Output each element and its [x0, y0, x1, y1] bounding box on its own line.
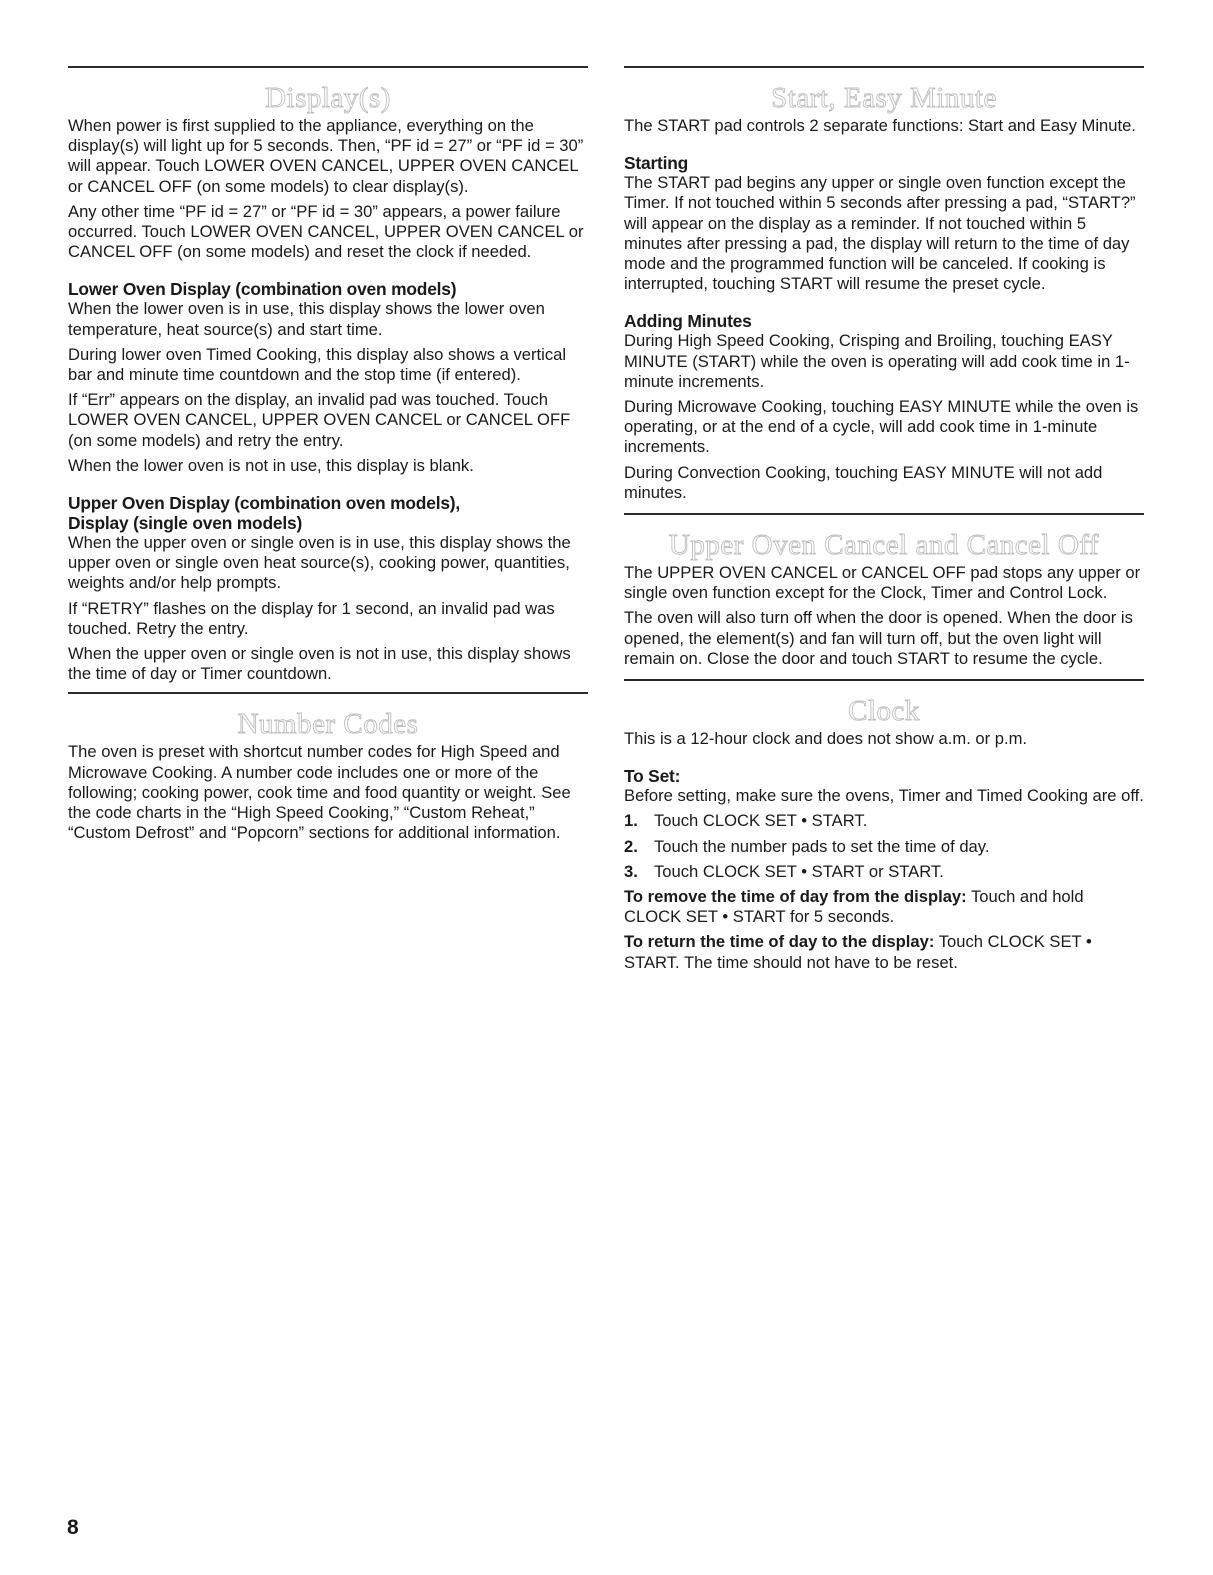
adding-minutes-paragraph-1: During High Speed Cooking, Crisping and Broiling, touching EASY MINUTE (START) while the oven is operating will add cook time in 1-minute increments.	[624, 331, 1130, 391]
upper-cancel-paragraph-1: The UPPER OVEN CANCEL or CANCEL OFF pad stops any upper or single oven function except for the Clock, Timer and Control Lock.	[624, 563, 1141, 603]
to-set-paragraph: Before setting, make sure the ovens, Timer and Timed Cooking are off.	[624, 786, 1144, 806]
display-section	[68, 66, 588, 684]
return-time-lead: To return the time of day to the display:	[624, 932, 935, 952]
remove-time-lead: To remove the time of day from the display:	[624, 887, 967, 907]
adding-minutes-heading: Adding Minutes	[624, 311, 752, 332]
list-item	[624, 811, 1144, 831]
number-codes-section	[68, 692, 588, 843]
display-section-title: Display(s)	[265, 82, 391, 114]
upper-oven-display-heading	[68, 493, 588, 533]
return-time-text: Touch CLOCK SET • START. The time should not have to be reset.	[624, 932, 1092, 972]
clock-steps-list	[624, 811, 1144, 882]
step-number: 1.	[624, 811, 638, 831]
remove-time-paragraph	[624, 887, 1144, 927]
lower-oven-paragraph-1: When the lower oven is in use, this display shows the lower oven temperature, heat source(s) and start time.	[68, 299, 545, 339]
step-text: Touch CLOCK SET • START.	[654, 811, 868, 831]
page-number: 8	[67, 1516, 79, 1539]
start-easy-minute-title: Start, Easy Minute	[771, 82, 997, 114]
step-number: 2.	[624, 836, 638, 856]
clock-section	[624, 679, 1144, 973]
list-item	[624, 862, 1144, 882]
left-column	[68, 66, 588, 848]
display-paragraph-2: Any other time “PF id = 27” or “PF id = 30” appears, a power failure occurred. Touch LOWER OVEN CANCEL, UPPER OVEN CANCEL or CANCEL OFF (on some models) and reset the clock if needed.	[68, 201, 584, 262]
number-codes-title: Number Codes	[237, 708, 419, 741]
lower-oven-display-heading: Lower Oven Display (combination oven models)	[68, 279, 457, 300]
to-set-heading: To Set:	[624, 766, 681, 787]
adding-minutes-paragraph-3: During Convection Cooking, touching EASY MINUTE will not add minutes.	[624, 462, 1103, 502]
number-codes-paragraph: The oven is preset with shortcut number codes for High Speed and Microwave Cooking. A number code includes one or more of the following; cooking power, cook time and food quantity or weight. See the code charts in the “High Speed Cooking,” “Custom Reheat,” “Custom Defrost” and “Popcorn” sections for additional information.	[68, 742, 571, 843]
clock-title: Clock	[848, 695, 920, 728]
upper-oven-paragraph-3: When the upper oven or single oven is not in use, this display shows the time of day or Timer countdown.	[68, 644, 571, 684]
step-text: Touch CLOCK SET • START or START.	[654, 861, 944, 881]
lower-oven-paragraph-3: If “Err” appears on the display, an invalid pad was touched. Touch LOWER OVEN CANCEL, UPPER OVEN CANCEL or CANCEL OFF (on some models) and retry the entry.	[68, 390, 571, 450]
right-column	[624, 66, 1144, 978]
step-number: 3.	[624, 861, 638, 881]
starting-paragraph: The START pad begins any upper or single oven function except the Timer. If not touched within 5 seconds after pressing a pad, “START?” will appear on the display as a reminder. If not touched within 5 minutes after pressing a pad, the display will return to the time of day mode and the programmed function will be canceled. If cooking is interrupted, touching START will resume the preset cycle.	[624, 173, 1136, 294]
start-easy-minute-section	[624, 66, 1144, 503]
upper-oven-paragraph-1: When the upper oven or single oven is in use, this display shows the upper oven or single oven heat source(s), cooking power, quantities, weights and/or help prompts.	[68, 533, 571, 593]
starting-heading: Starting	[624, 153, 689, 174]
upper-cancel-paragraph-2: The oven will also turn off when the door is opened. When the door is opened, the element(s) and fan will turn off, but the oven light will remain on. Close the door and touch START to resume the cycle.	[624, 608, 1133, 668]
adding-minutes-paragraph-2: During Microwave Cooking, touching EASY MINUTE while the oven is operating, or at the end of a cycle, will add cook time in 1-minute increments.	[624, 397, 1139, 457]
upper-oven-heading-line-1: Upper Oven Display (combination oven models),	[68, 493, 461, 514]
list-item	[624, 837, 1144, 857]
return-time-paragraph	[624, 932, 1144, 972]
lower-oven-paragraph-2: During lower oven Timed Cooking, this display also shows a vertical bar and minute time countdown and the stop time (if entered).	[68, 344, 567, 385]
upper-oven-paragraph-2: If “RETRY” flashes on the display for 1 second, an invalid pad was touched. Retry the entry.	[68, 598, 555, 638]
upper-oven-cancel-section	[624, 513, 1144, 669]
upper-oven-cancel-title: Upper Oven Cancel and Cancel Off	[668, 529, 1100, 562]
remove-time-text: Touch and hold CLOCK SET • START for 5 seconds.	[624, 887, 1084, 927]
upper-oven-heading-line-2: Display (single oven models)	[68, 513, 303, 534]
display-paragraph-1: When power is first supplied to the appliance, everything on the display(s) will light up for 5 seconds. Then, “PF id = 27” or “PF id = 30” will appear. Touch LOWER OVEN CANCEL, UPPER OVEN CANCEL or CANCEL OFF (on some models) to clear display(s).	[68, 116, 584, 196]
start-intro-paragraph: The START pad controls 2 separate functions: Start and Easy Minute.	[624, 116, 1136, 135]
clock-intro-paragraph: This is a 12-hour clock and does not show a.m. or p.m.	[624, 729, 1028, 749]
lower-oven-paragraph-4: When the lower oven is not in use, this display is blank.	[68, 455, 474, 475]
step-text: Touch the number pads to set the time of day.	[654, 836, 990, 856]
